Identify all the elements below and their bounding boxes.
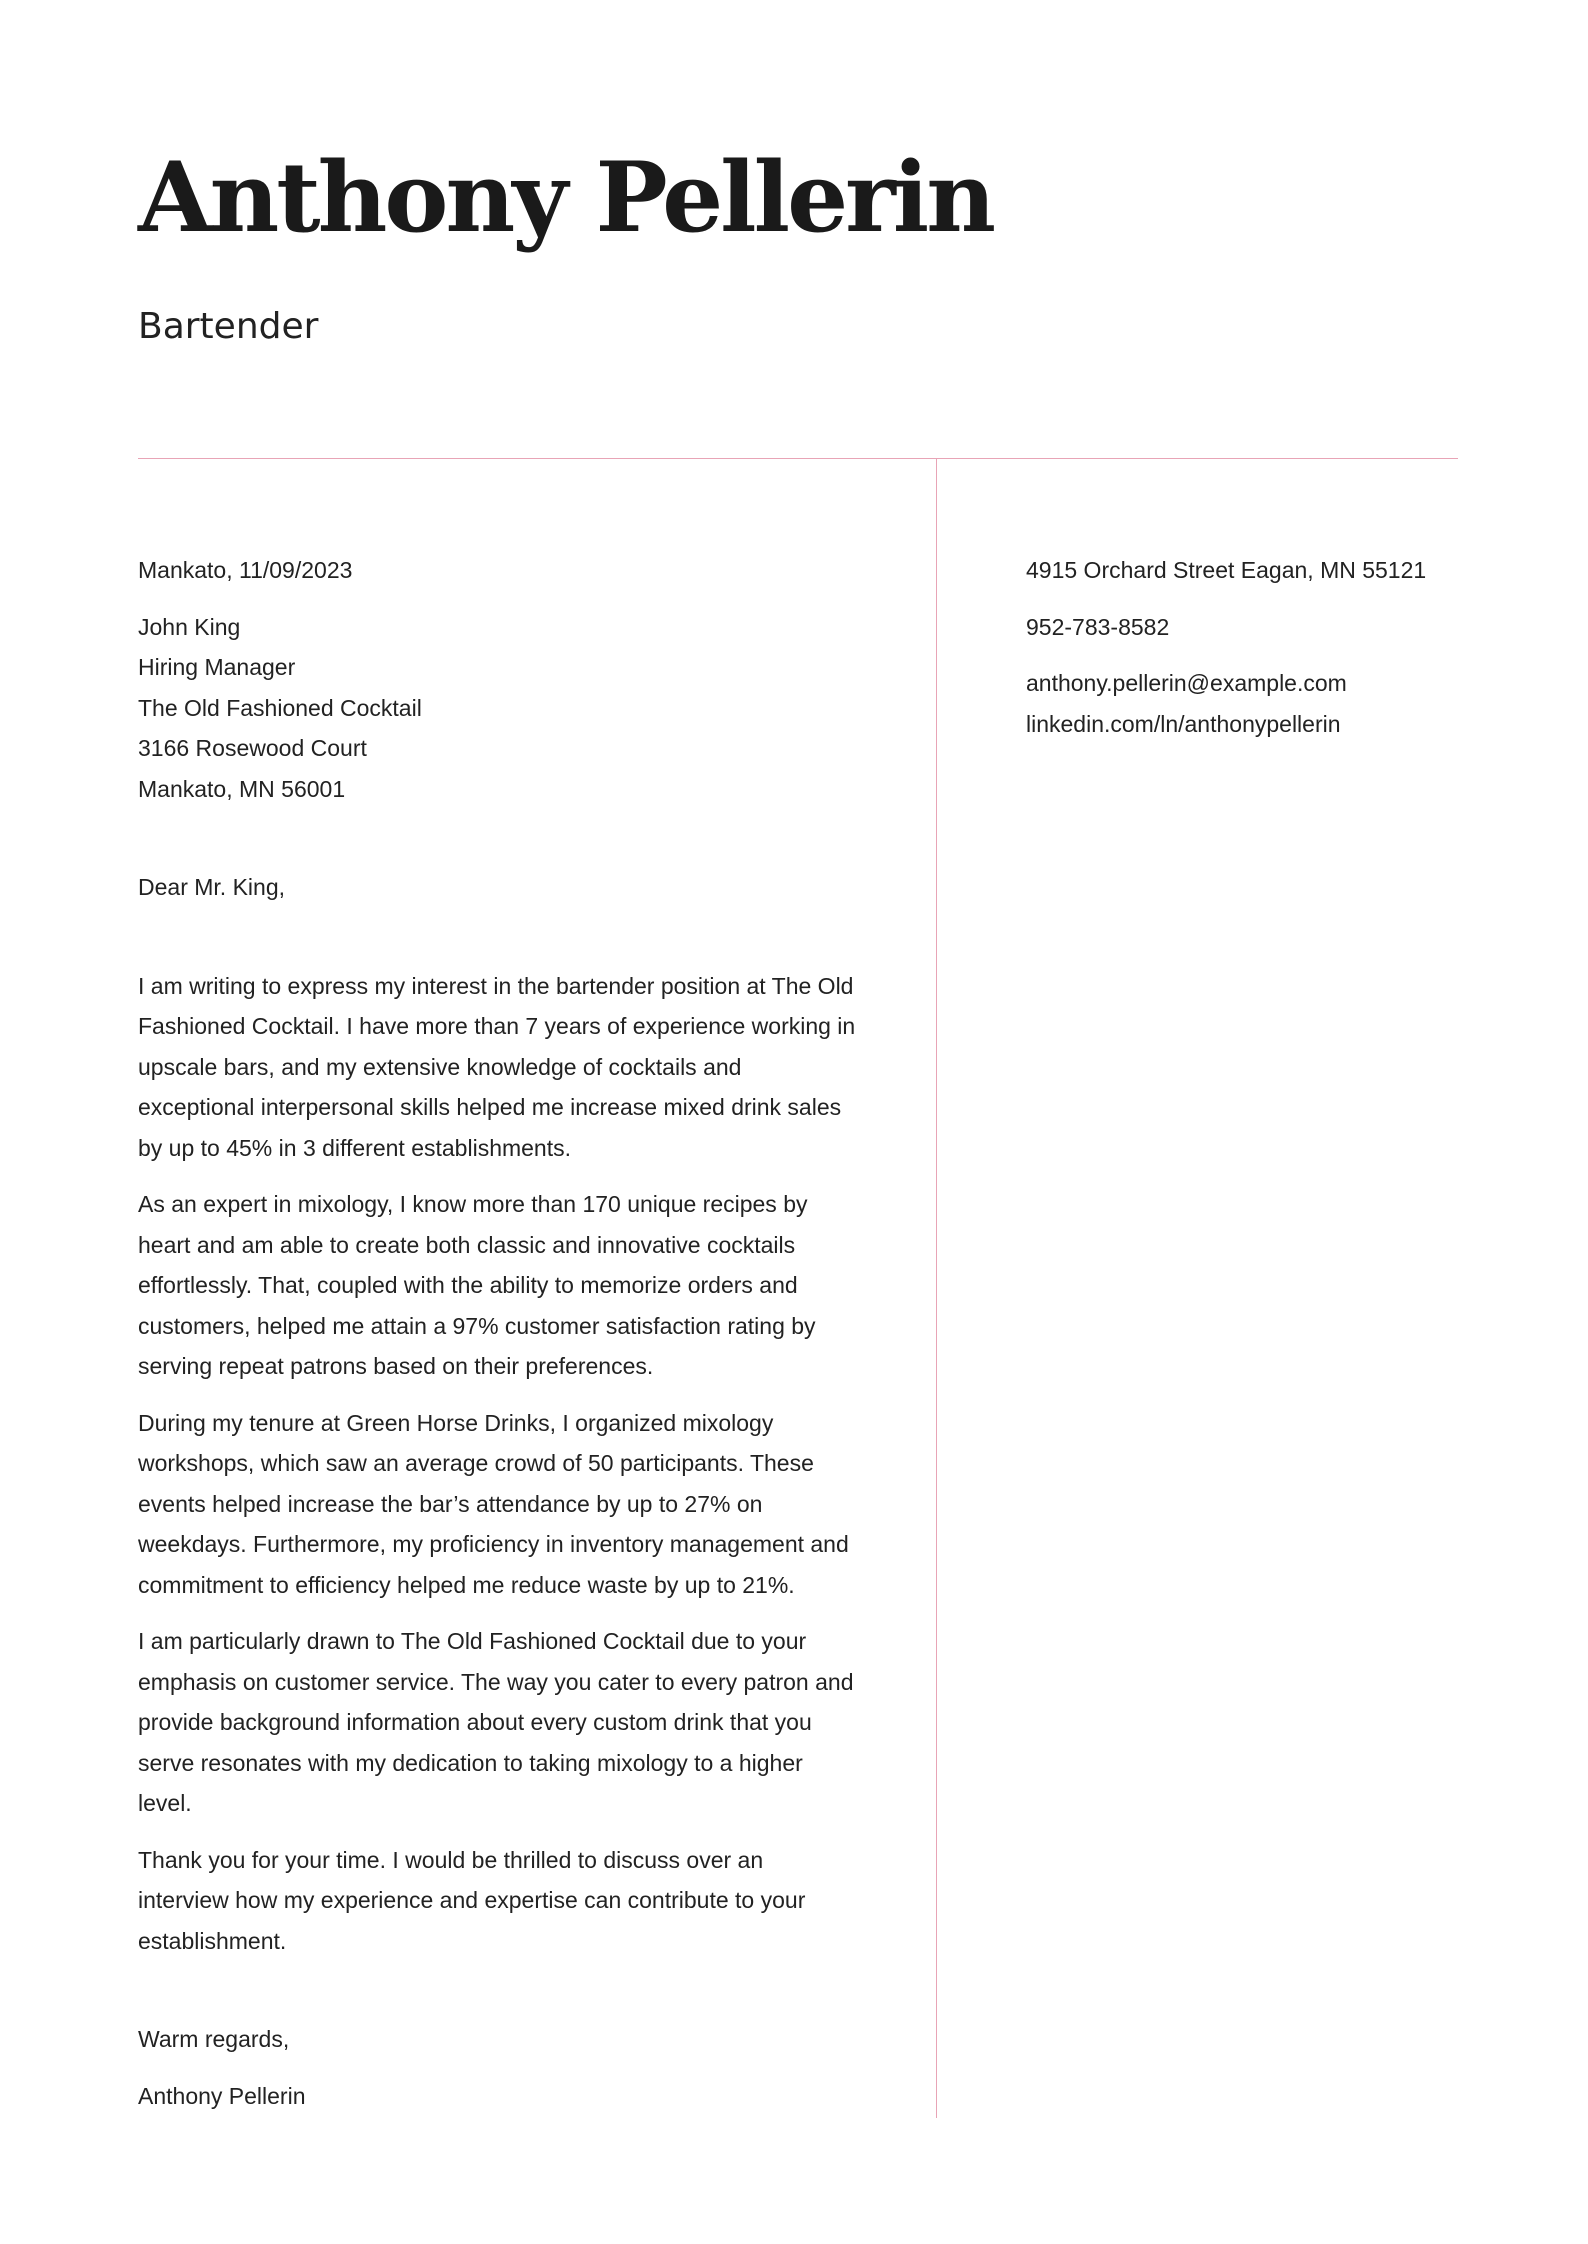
letter-body xyxy=(138,550,858,2116)
body-paragraph-1: I am writing to express my interest in the bartender position at The Old Fashioned Cocktail. I have more than 7 years of experience working in upscale bars, and my extensive knowledge of cocktails and exceptional interpersonal skills helped me increase mixed drink sales by up to 45% in 3 different establishments. xyxy=(138,972,856,1161)
recipient-name: John King xyxy=(138,613,241,640)
column-divider xyxy=(936,458,937,2118)
contact-email[interactable]: anthony.pellerin@example.com xyxy=(1026,670,1347,696)
contact-address: 4915 Orchard Street Eagan, MN 55121 xyxy=(1026,557,1427,583)
contact-sidebar xyxy=(1026,550,1466,744)
body-paragraph-5: Thank you for your time. I would be thrilled to discuss over an interview how my experience and expertise can contribute to your establishment. xyxy=(138,1846,806,1954)
recipient-role: Hiring Manager xyxy=(138,654,296,680)
recipient-street: 3166 Rosewood Court xyxy=(138,735,367,761)
body-paragraph-3: During my tenure at Green Horse Drinks, I organized mixology workshops, which saw an average crowd of 50 participants. These events helped increase the bar’s attendance by up to 27% on weekdays. Furthermore, my proficiency in inventory management and commitment to efficiency helped me reduce waste by up to 21%. xyxy=(138,1409,849,1598)
contact-linkedin[interactable]: linkedin.com/ln/anthonypellerin xyxy=(1026,710,1341,737)
job-title: Bartender xyxy=(138,306,319,347)
recipient-block xyxy=(138,607,858,810)
body-paragraph-4: I am particularly drawn to The Old Fashioned Cocktail due to your emphasis on customer service. The way you cater to every patron and provide background information about every custom drink that you serve resonates with my dedication to taking mixology to a higher level. xyxy=(138,1628,854,1816)
header-divider xyxy=(138,458,1458,459)
signature-name: Anthony Pellerin xyxy=(138,2082,306,2109)
body-paragraph-2: As an expert in mixology, I know more than 170 unique recipes by heart and am able to create both classic and innovative cocktails effortlessly. That, coupled with the ability to memorize orders and customers, helped me attain a 97% customer satisfaction rating by serving repeat patrons based on their preferences. xyxy=(138,1191,816,1379)
closing: Warm regards, xyxy=(138,2026,290,2052)
applicant-name: Anthony Pellerin xyxy=(138,141,993,254)
contact-online xyxy=(1026,663,1466,744)
recipient-city: Mankato, MN 56001 xyxy=(138,775,346,802)
recipient-company: The Old Fashioned Cocktail xyxy=(138,694,422,721)
salutation: Dear Mr. King, xyxy=(138,874,285,900)
contact-phone: 952-783-8582 xyxy=(1026,613,1170,640)
date-line: Mankato, 11/09/2023 xyxy=(138,557,353,583)
